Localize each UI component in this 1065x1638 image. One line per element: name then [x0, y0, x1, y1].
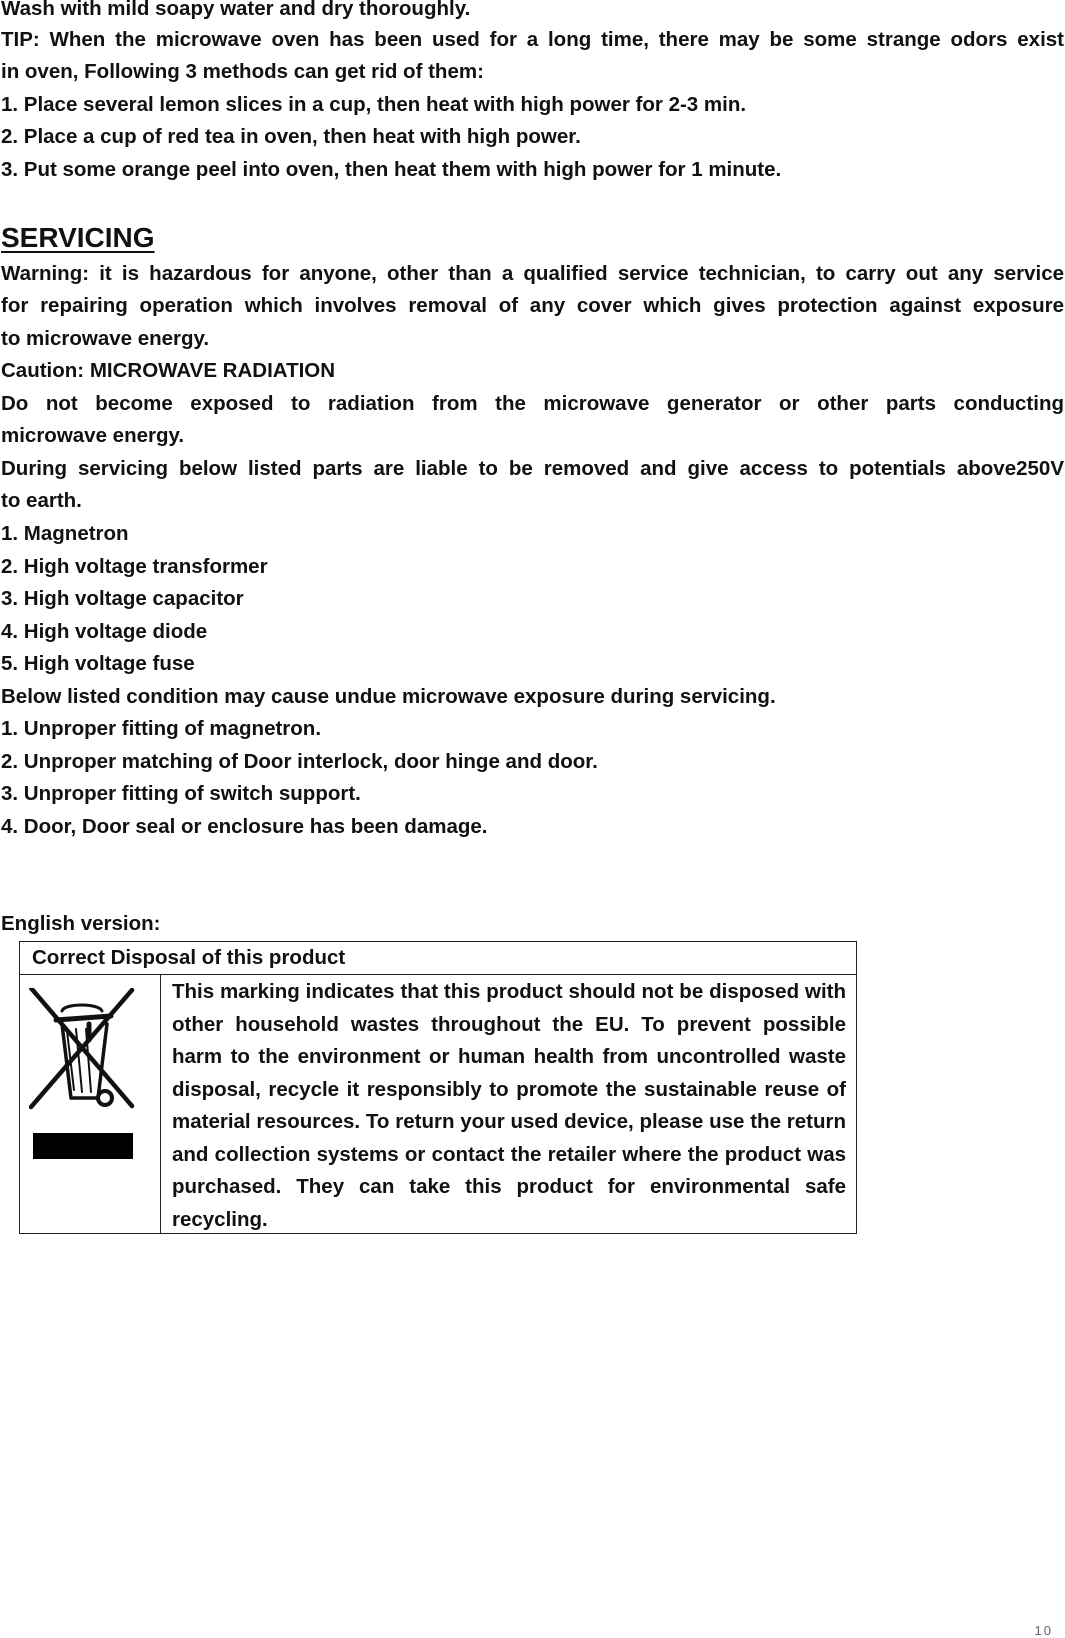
condition-item: 1. Unproper fitting of magnetron. — [1, 717, 322, 740]
part-item: 3. High voltage capacitor — [1, 587, 244, 610]
cleaning-instruction: Wash with mild soapy water and dry thoroughly. — [1, 0, 471, 20]
servicing-line-2: to earth. — [1, 489, 82, 512]
table-column-divider — [160, 974, 161, 1234]
caution-line: Caution: MICROWAVE RADIATION — [1, 359, 336, 382]
part-item: 5. High voltage fuse — [1, 652, 195, 675]
part-item: 2. High voltage transformer — [1, 555, 268, 578]
odor-method-2: 2. Place a cup of red tea in oven, then heat with high power. — [1, 125, 581, 148]
part-item: 4. High voltage diode — [1, 620, 208, 643]
servicing-line-1: During servicing below listed parts are liable to be removed and give access to potentials above250V — [1, 457, 1064, 480]
condition-item: 4. Door, Door seal or enclosure has been damage. — [1, 815, 488, 838]
condition-item: 2. Unproper matching of Door interlock, door hinge and door. — [1, 750, 598, 773]
condition-item: 3. Unproper fitting of switch support. — [1, 782, 361, 805]
odor-method-3: 3. Put some orange peel into oven, then heat them with high power for 1 minute. — [1, 158, 782, 181]
table-divider — [20, 974, 856, 975]
disposal-description: This marking indicates that this product should not be disposed with other household wastes throughout the EU. To prevent possible harm to the environment or human health from uncontrolled waste disposal, recycle it responsibly to promote the sustainable reuse of material resources. To return your used device, please use the return and collection systems or contact the retailer where the product was purchased. They can take this product for environmental safe recycling. — [172, 980, 846, 1231]
page-number: 10 — [1034, 1623, 1053, 1638]
odor-method-1: 1. Place several lemon slices in a cup, then heat with high power for 2-3 min. — [1, 93, 747, 116]
servicing-heading: SERVICING — [1, 222, 155, 253]
do-not-line-2: microwave energy. — [1, 424, 185, 447]
disposal-table-title: Correct Disposal of this product — [32, 946, 346, 969]
disposal-table — [19, 941, 857, 1234]
conditions-intro: Below listed condition may cause undue microwave exposure during servicing. — [1, 685, 776, 708]
crossed-out-wheelie-bin-icon — [29, 988, 137, 1168]
do-not-line-1: Do not become exposed to radiation from the microwave generator or other parts conducting — [1, 392, 1064, 415]
warning-line-2: for repairing operation which involves removal of any cover which gives protection against exposure — [1, 294, 1064, 317]
warning-line-1: Warning: it is hazardous for anyone, other than a qualified service technician, to carry out any service — [1, 262, 1064, 285]
version-label: English version: — [1, 912, 161, 935]
tip-line-2: in oven, Following 3 methods can get rid of them: — [1, 60, 484, 83]
warning-line-3: to microwave energy. — [1, 327, 210, 350]
tip-line-1: TIP: When the microwave oven has been used for a long time, there may be some strange odors exist — [1, 28, 1064, 51]
black-bar-mark — [33, 1133, 133, 1159]
part-item: 1. Magnetron — [1, 522, 129, 545]
